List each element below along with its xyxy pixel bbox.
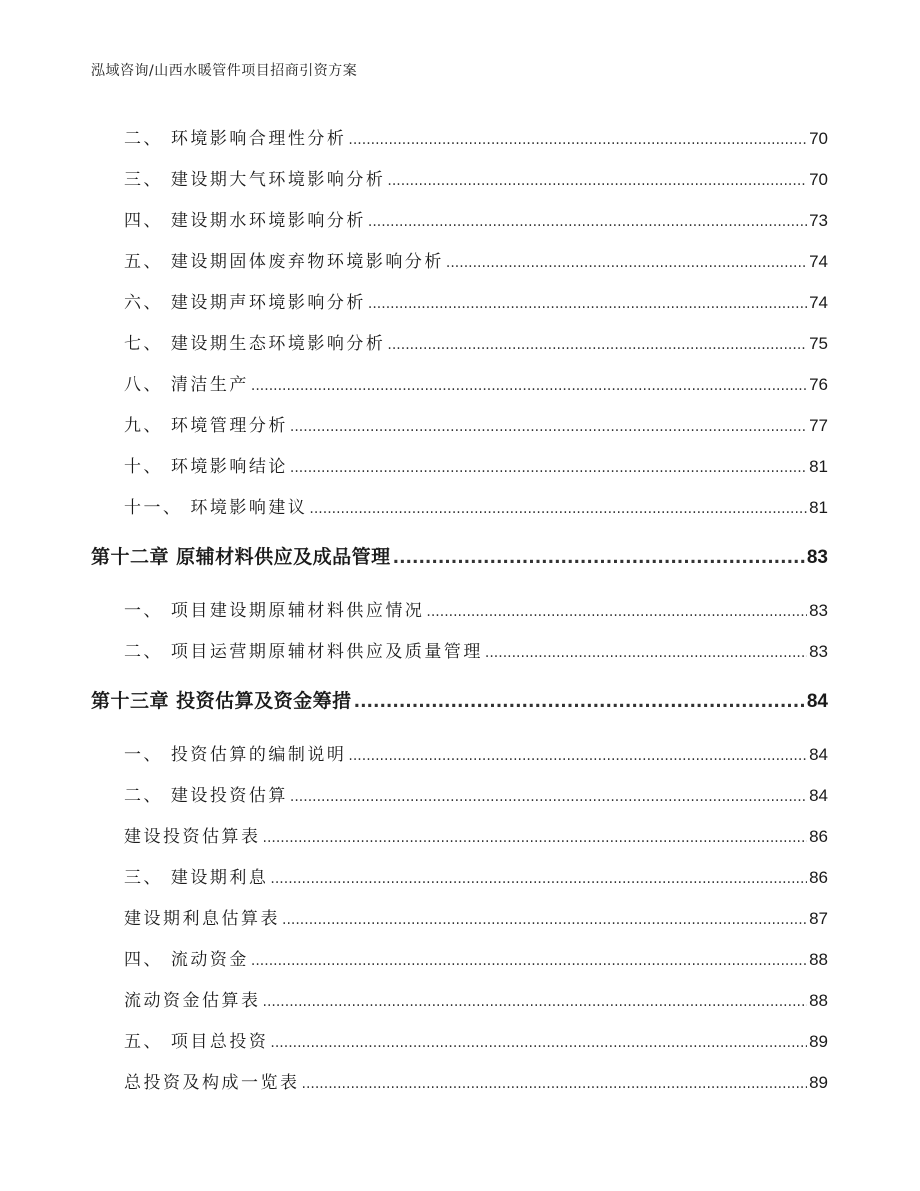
toc-entry-page: 81 bbox=[809, 498, 828, 517]
toc-leader bbox=[251, 378, 807, 394]
toc-entry-page: 73 bbox=[809, 211, 828, 230]
toc-chapter[interactable] bbox=[91, 542, 828, 569]
toc-leader bbox=[270, 1035, 807, 1051]
toc-leader bbox=[348, 748, 807, 764]
toc-entry-page: 74 bbox=[809, 293, 828, 312]
page-header: 泓域咨询/山西水暖管件项目招商引资方案 bbox=[91, 63, 358, 79]
toc-chapter-page: 84 bbox=[806, 691, 828, 712]
toc-entry-page: 89 bbox=[809, 1032, 828, 1051]
toc-entry[interactable] bbox=[124, 165, 828, 190]
toc-entry-title: 七、 建设期生态环境影响分析 bbox=[124, 334, 386, 354]
toc-leader bbox=[354, 692, 805, 712]
toc-entry-title: 四、 建设期水环境影响分析 bbox=[124, 211, 366, 231]
toc-entry-page: 87 bbox=[809, 909, 828, 928]
toc-entry-page: 83 bbox=[809, 601, 828, 620]
toc-leader bbox=[393, 548, 805, 568]
toc-entry-title: 建设期利息估算表 bbox=[124, 909, 280, 929]
toc-entry-page: 70 bbox=[809, 129, 828, 148]
toc-entry-title: 五、 项目总投资 bbox=[124, 1032, 269, 1052]
toc-entry-page: 84 bbox=[809, 786, 828, 805]
toc-entry-page: 75 bbox=[809, 334, 828, 353]
toc-entry[interactable] bbox=[124, 493, 828, 518]
toc-entry-title: 三、 建设期大气环境影响分析 bbox=[124, 170, 386, 190]
toc-chapter-title: 第十三章 投资估算及资金筹措 bbox=[91, 690, 352, 712]
toc-leader bbox=[270, 871, 807, 887]
toc-entry-title: 十一、 环境影响建议 bbox=[124, 498, 308, 518]
toc-entry[interactable] bbox=[124, 370, 828, 395]
toc-leader bbox=[368, 214, 807, 230]
toc-leader bbox=[290, 789, 807, 805]
toc-entry[interactable] bbox=[124, 781, 828, 806]
toc-entry[interactable] bbox=[124, 247, 828, 272]
toc-entry-title: 四、 流动资金 bbox=[124, 950, 249, 970]
toc-entry[interactable] bbox=[124, 452, 828, 477]
toc-entry-page: 89 bbox=[809, 1073, 828, 1092]
toc-entry-title: 一、 投资估算的编制说明 bbox=[124, 745, 347, 765]
toc-entry[interactable] bbox=[124, 863, 828, 888]
toc-entry[interactable] bbox=[124, 1068, 828, 1093]
toc-leader bbox=[309, 501, 807, 517]
toc-entry[interactable] bbox=[124, 1027, 828, 1052]
toc-entry-page: 88 bbox=[809, 991, 828, 1010]
toc-entry-title: 二、 建设投资估算 bbox=[124, 786, 288, 806]
toc-leader bbox=[251, 953, 807, 969]
toc-entry-title: 流动资金估算表 bbox=[124, 991, 261, 1011]
toc-leader bbox=[302, 1076, 808, 1092]
toc-chapter-title: 第十二章 原辅材料供应及成品管理 bbox=[91, 546, 391, 568]
toc-entry-title: 五、 建设期固体废弃物环境影响分析 bbox=[124, 252, 444, 272]
toc-entry-page: 86 bbox=[809, 827, 828, 846]
toc-entry[interactable] bbox=[124, 986, 828, 1011]
toc-entry-page: 76 bbox=[809, 375, 828, 394]
toc-entry[interactable] bbox=[124, 124, 828, 149]
toc-leader bbox=[282, 912, 807, 928]
toc-entry-title: 六、 建设期声环境影响分析 bbox=[124, 293, 366, 313]
toc-entry[interactable] bbox=[124, 637, 828, 662]
toc-entry-page: 88 bbox=[809, 950, 828, 969]
toc-leader bbox=[387, 173, 807, 189]
toc-entry-page: 74 bbox=[809, 252, 828, 271]
toc-entry-page: 84 bbox=[809, 745, 828, 764]
toc-entry-title: 一、 项目建设期原辅材料供应情况 bbox=[124, 601, 425, 621]
toc-entry[interactable] bbox=[124, 822, 828, 847]
toc-entry[interactable] bbox=[124, 206, 828, 231]
toc-entry[interactable] bbox=[124, 904, 828, 929]
toc-leader bbox=[368, 296, 807, 312]
toc-leader bbox=[263, 994, 808, 1010]
toc-entry-page: 83 bbox=[809, 642, 828, 661]
toc-entry-page: 86 bbox=[809, 868, 828, 887]
toc-entry-title: 总投资及构成一览表 bbox=[124, 1073, 300, 1093]
toc-entry-title: 二、 项目运营期原辅材料供应及质量管理 bbox=[124, 642, 483, 662]
toc-leader bbox=[263, 830, 808, 846]
toc-leader bbox=[446, 255, 807, 271]
toc-entry[interactable] bbox=[124, 945, 828, 970]
toc-entry[interactable] bbox=[124, 329, 828, 354]
toc-leader bbox=[485, 645, 807, 661]
toc-entry[interactable] bbox=[124, 288, 828, 313]
toc-entry-title: 九、 环境管理分析 bbox=[124, 416, 288, 436]
toc-entry-title: 八、 清洁生产 bbox=[124, 375, 249, 395]
toc-entry-title: 建设投资估算表 bbox=[124, 827, 261, 847]
toc-entry-page: 81 bbox=[809, 457, 828, 476]
toc-entry-page: 70 bbox=[809, 170, 828, 189]
toc-entry[interactable] bbox=[124, 596, 828, 621]
toc-leader bbox=[426, 604, 807, 620]
toc-entry-title: 十、 环境影响结论 bbox=[124, 457, 288, 477]
toc-chapter-page: 83 bbox=[806, 547, 828, 568]
toc-chapter[interactable] bbox=[91, 686, 828, 713]
toc-leader bbox=[387, 337, 807, 353]
toc-entry-title: 三、 建设期利息 bbox=[124, 868, 269, 888]
toc-leader bbox=[348, 132, 807, 148]
toc-leader bbox=[290, 419, 807, 435]
toc-entry[interactable] bbox=[124, 740, 828, 765]
toc-entry[interactable] bbox=[124, 411, 828, 436]
toc-entry-title: 二、 环境影响合理性分析 bbox=[124, 129, 347, 149]
toc-leader bbox=[290, 460, 807, 476]
toc-entry-page: 77 bbox=[809, 416, 828, 435]
